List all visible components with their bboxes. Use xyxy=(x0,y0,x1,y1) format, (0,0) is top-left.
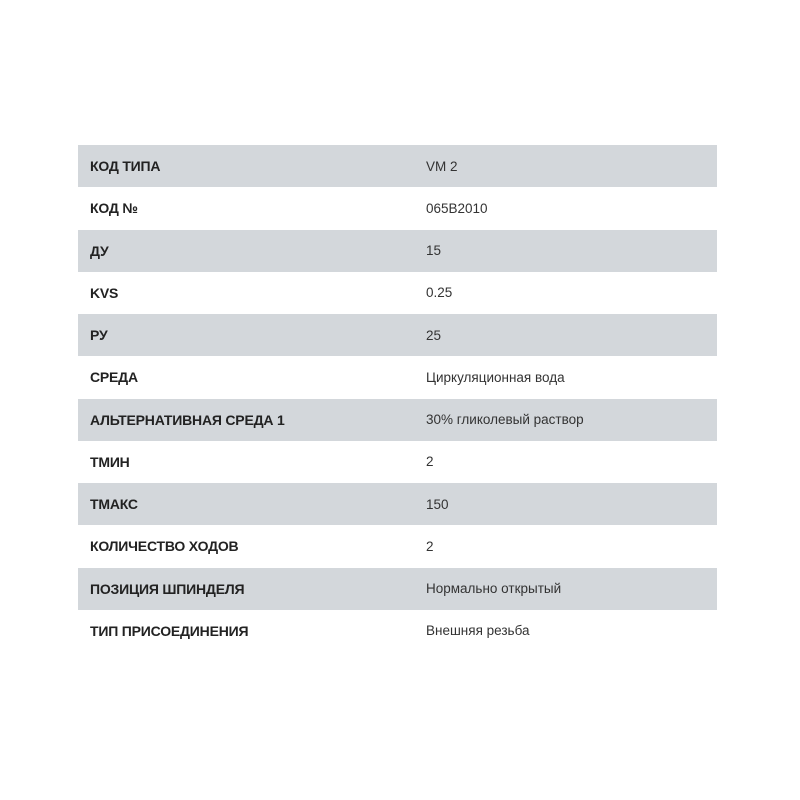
spec-value: VM 2 xyxy=(426,158,458,174)
spec-row-spindle-position xyxy=(78,568,717,610)
spec-value: 2 xyxy=(426,538,434,554)
spec-row-medium xyxy=(78,356,717,398)
spec-label: ТИП ПРИСОЕДИНЕНИЯ xyxy=(90,622,249,639)
spec-label: ТМАКС xyxy=(90,496,138,513)
spec-row-number-of-ways xyxy=(78,525,717,567)
spec-label: СРЕДА xyxy=(90,369,138,386)
spec-row-nominal-pressure xyxy=(78,314,717,356)
spec-label: РУ xyxy=(90,327,108,344)
spec-label: КОД ТИПА xyxy=(90,158,161,175)
spec-value: 0.25 xyxy=(426,285,453,301)
spec-value: 15 xyxy=(426,243,442,259)
spec-value: 25 xyxy=(426,327,442,343)
spec-value: Внешняя резьба xyxy=(426,623,530,639)
spec-label: ТМИН xyxy=(90,453,130,470)
spec-row-type-code xyxy=(78,145,717,187)
spec-row-tmin xyxy=(78,441,717,483)
spec-row-nominal-diameter xyxy=(78,230,717,272)
spec-row-code-number xyxy=(78,187,717,229)
spec-value: Нормально открытый xyxy=(426,581,562,597)
spec-value: Циркуляционная вода xyxy=(426,369,565,385)
spec-label: ПОЗИЦИЯ ШПИНДЕЛЯ xyxy=(90,580,245,597)
spec-value: 2 xyxy=(426,454,434,470)
spec-value: 30% гликолевый раствор xyxy=(426,412,584,428)
spec-table xyxy=(78,145,717,652)
spec-label: АЛЬТЕРНАТИВНАЯ СРЕДА 1 xyxy=(90,411,285,428)
spec-label: ДУ xyxy=(90,242,109,259)
spec-row-kvs xyxy=(78,272,717,314)
spec-value: 150 xyxy=(426,496,449,512)
spec-label: КОЛИЧЕСТВО ХОДОВ xyxy=(90,538,239,555)
spec-label: KVS xyxy=(90,284,119,301)
spec-label: КОД № xyxy=(90,200,138,217)
spec-value: 065B2010 xyxy=(426,200,488,216)
spec-row-tmax xyxy=(78,483,717,525)
spec-row-alt-medium xyxy=(78,399,717,441)
spec-row-connection-type xyxy=(78,610,717,652)
